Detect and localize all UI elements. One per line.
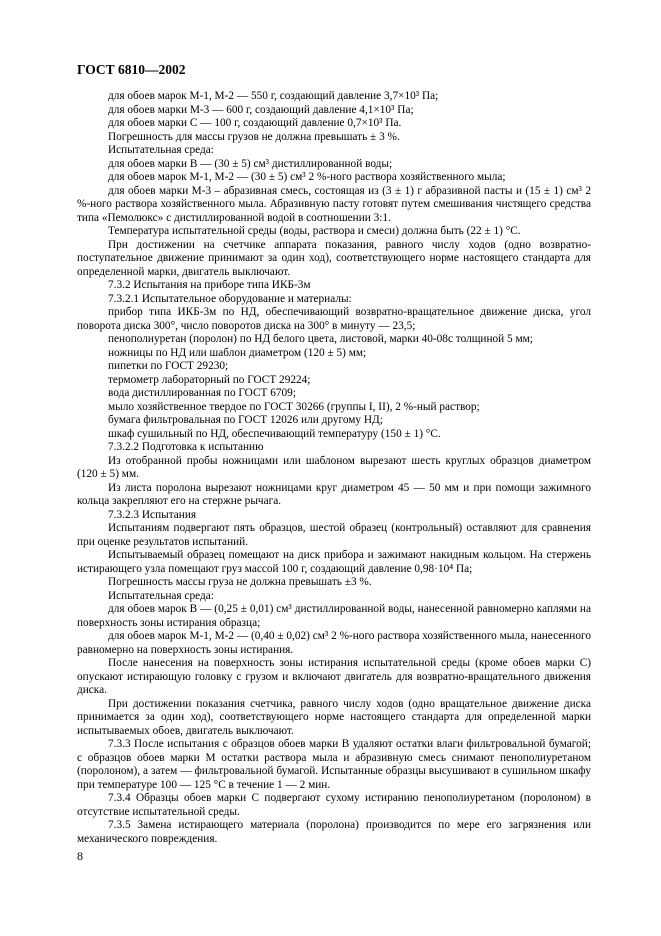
paragraph: термометр лабораторный по ГОСТ 29224; [108,373,311,386]
paragraph: Испытаниям подвергают пять образцов, шестой образец (контрольный) оставляют для сравнения при оценке результатов испытаний. [77,522,591,548]
page-number: 8 [77,849,83,863]
document-header: ГОСТ 6810—2002 [77,62,186,77]
paragraph: мыло хозяйственное твердое по ГОСТ 30266 (группы I, II), 2 %-ный раствор; [108,400,480,413]
paragraph: Погрешность для массы грузов не должна превышать ± 3 %. [108,130,400,143]
paragraph: 7.3.4 Образцы обоев марки С подвергают сухому истиранию пенополиуретаном (поролоном) в отсутствие испытательной среды. [77,792,591,818]
paragraph: для обоев марки М-3 — 600 г, создающий давление 4,1×10³ Па; [108,103,414,116]
paragraph: Из отобранной пробы ножницами или шаблоном вырезают шесть круглых образцов диаметром (120 ± 5) мм. [77,454,591,480]
paragraph: Испытательная среда: [108,589,214,602]
paragraph: 7.3.2.1 Испытательное оборудование и материалы: [108,292,352,305]
paragraph: ножницы по НД или шаблон диаметром (120 ± 5) мм; [108,346,367,359]
paragraph: Испытываемый образец помещают на диск прибора и зажимают накидным кольцом. На стержень истирающего узла помещают груз массой 100 г, создающий давление 0,98·10⁴ Па; [77,549,591,575]
paragraph: для обоев марок М-1, М-2 — 550 г, создающий давление 3,7×10³ Па; [108,90,439,102]
paragraph: Из листа поролона вырезают ножницами круг диаметром 45 — 50 мм и при помощи зажимного кольца закрепляют его на стержне рычага. [77,481,591,507]
paragraph: Погрешность массы груза не должна превышать ±3 %. [108,576,372,588]
paragraph: для обоев марки М-3 – абразивная смесь, состоящая из (3 ± 1) г абразивной пасты и (15 ± 1) см³ 2 %-ного раствора хозяйственного мыла. Абразивную пасту готовят путем смешивания чистящего средства типа «Пемолюкс» с дистиллированной водой в соотношении 3:1. [77,184,591,224]
paragraph: 7.3.2.2 Подготовка к испытанию [108,441,264,453]
paragraph: для обоев марок М-1, М-2 — (30 ± 5) см³ 2 %-ного раствора хозяйственного мыла; [108,171,506,183]
document-body [77,90,591,846]
paragraph: При достижении показания счетчика, равного числу ходов (одно вращательное движение диска принимается за один ход), соответствующего норме настоящего стандарта для определенной марки испытываемых обоев, двигатель выключают. [77,697,591,737]
paragraph: 7.3.5 Замена истирающего материала (поролона) производится по мере его загрязнения или механического повреждения. [77,819,591,845]
paragraph: пипетки по ГОСТ 29230; [108,360,229,372]
paragraph: пенополиуретан (поролон) по НД белого цвета, листовой, марки 40-08с толщиной 5 мм; [108,333,533,345]
paragraph: При достижении на счетчике аппарата показания, равного числу ходов (одно возвратно-поступательное движение принимают за один ход), соответствующего норме настоящего стандарта для определенной марки, двигатель выключают. [77,238,591,278]
paragraph: 7.3.2.3 Испытания [108,508,197,521]
paragraph: Испытательная среда: [108,144,214,156]
paragraph: 7.3.2 Испытания на приборе типа ИКБ-3м [108,279,311,291]
paragraph: для обоев марки С — 100 г, создающий давление 0,7×10³ Па. [108,117,402,129]
paragraph: Температура испытательной среды (воды, раствора и смеси) должна быть (22 ± 1) °С. [108,225,521,237]
paragraph: для обоев марок В — (0,25 ± 0,01) см³ дистиллированной воды, нанесенной равномерно каплями на поверхность зоны истирания образца; [77,603,591,629]
paragraph: шкаф сушильный по НД, обеспечивающий температуру (150 ± 1) °С. [108,427,441,440]
paragraph: бумага фильтровальная по ГОСТ 12026 или другому НД; [108,414,383,426]
paragraph: После нанесения на поверхность зоны истирания испытательной среды (кроме обоев марки С) опускают истирающую головку с грузом и включают двигатель для возвратно-вращательного движения диска. [77,657,591,696]
paragraph: вода дистиллированная по ГОСТ 6709; [108,387,296,399]
paragraph: прибор типа ИКБ-3м по НД, обеспечивающий возвратно-вращательное движение диска, угол поворота диска 300°, число поворотов диска на 300° в минуту — 23,5; [77,306,591,332]
paragraph: для обоев марок М-1, М-2 — (0,40 ± 0,02) см³ 2 %-ного раствора хозяйственного мыла, нанесенного равномерно на поверхность зоны истирания. [77,630,591,656]
paragraph: 7.3.3 После испытания с образцов обоев марки В удаляют остатки влаги фильтровальной бумагой; с образцов обоев марки М остатки раствора мыла и абразивную смесь снимают пенополиуретаном (поролоном), а затем — фильтровальной бумагой. Испытанные образцы высушивают в сушильном шкафу при температуре 100 — 125 °С в течение 1 — 2 мин. [77,738,591,791]
paragraph: для обоев марки В — (30 ± 5) см³ дистиллированной воды; [108,157,393,170]
